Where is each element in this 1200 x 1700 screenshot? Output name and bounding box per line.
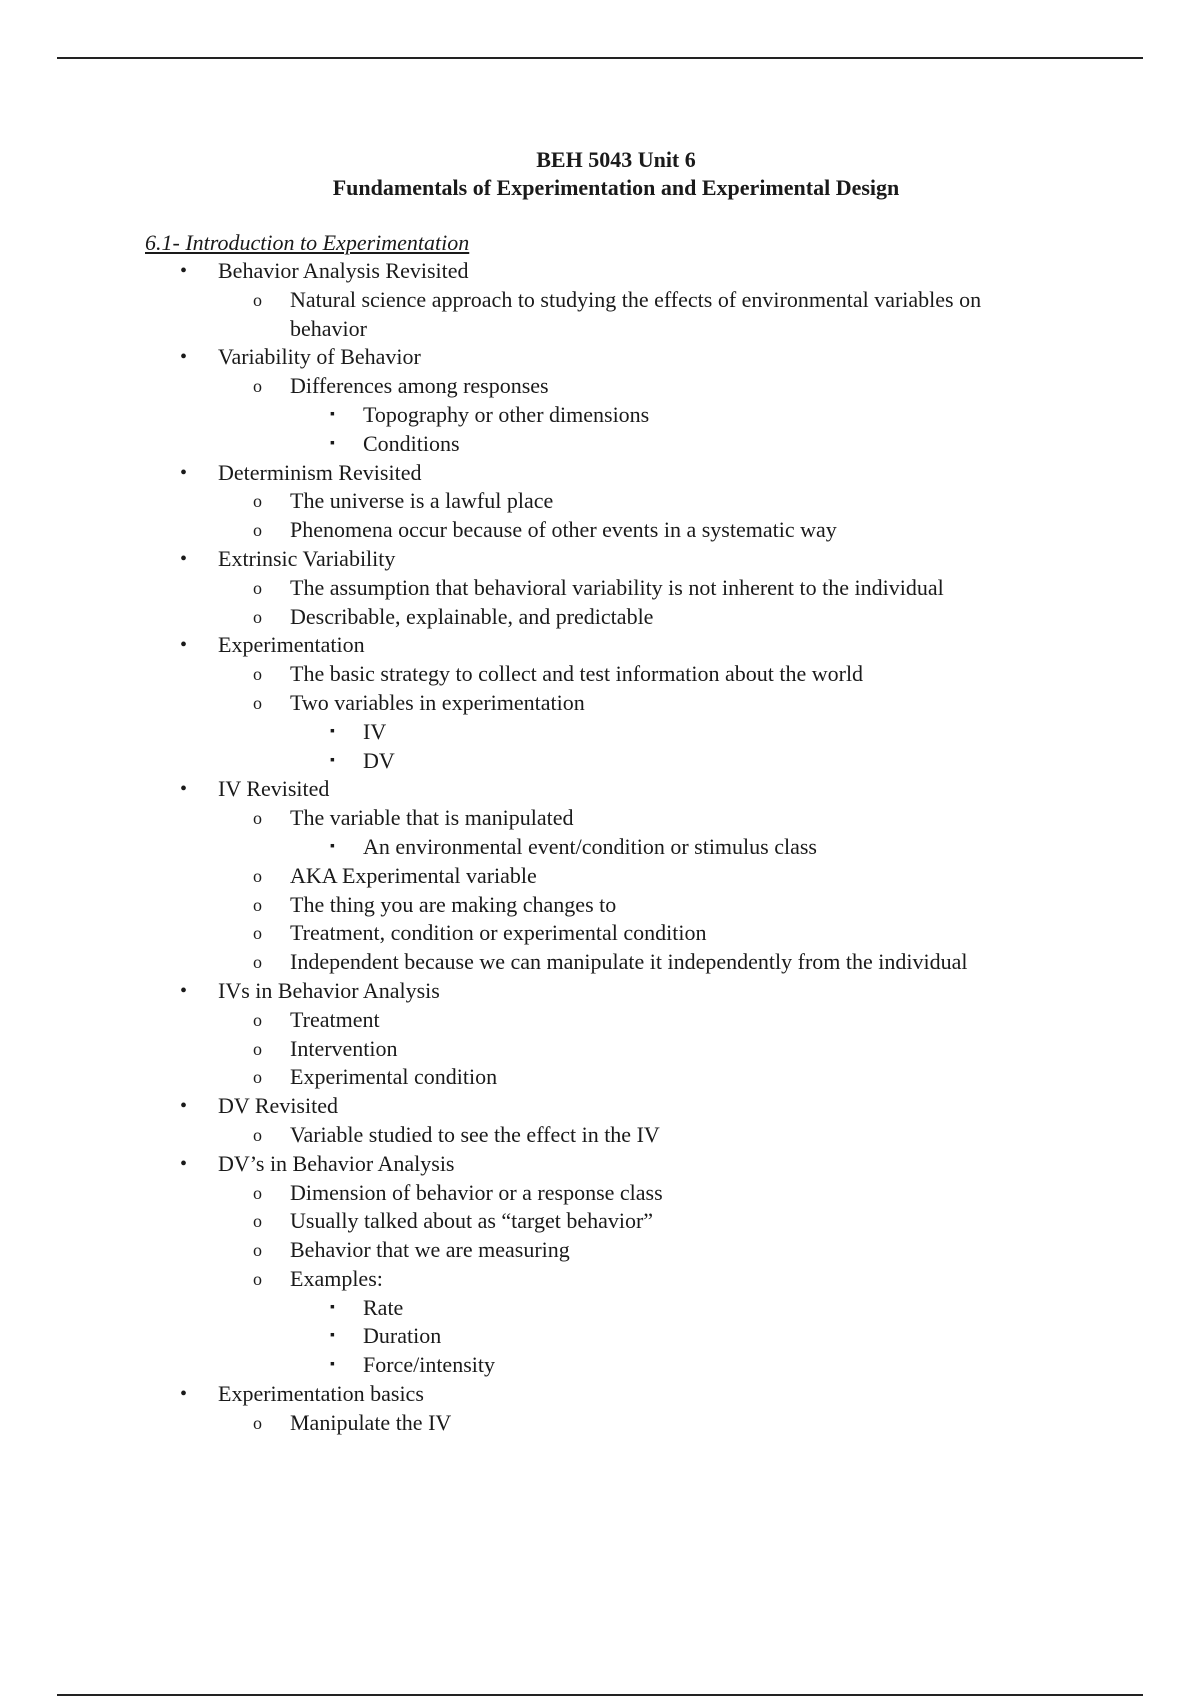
outline-subitem — [0, 1035, 1200, 1064]
outline-subitem — [0, 660, 1200, 689]
outline-item-label: Experimentation — [218, 632, 365, 658]
outline-subitem-text: Treatment, condition or experimental condition — [290, 920, 707, 946]
outline-item-label: DV’s in Behavior Analysis — [218, 1150, 455, 1176]
outline-subsubitem-text: An environmental event/condition or stimulus class — [363, 833, 817, 859]
outline-subitem — [0, 603, 1200, 632]
outline-subitem-text: Natural science approach to studying the effects of environmental variables on behavior — [290, 286, 982, 341]
outline-item — [0, 1150, 1200, 1179]
circle-bullet-icon: o — [253, 376, 262, 397]
outline-subitem — [0, 1409, 1200, 1438]
bullet-icon: • — [180, 346, 188, 369]
outline-subsubitem — [0, 401, 1200, 430]
outline-subitem — [0, 286, 1200, 344]
outline-subsubitem-text: Topography or other dimensions — [363, 401, 650, 427]
outline-subsubitem-text: Force/intensity — [363, 1352, 495, 1378]
bullet-icon: • — [180, 461, 188, 484]
outline-subitem — [0, 1236, 1200, 1265]
circle-bullet-icon: o — [253, 808, 262, 829]
circle-bullet-icon: o — [253, 923, 262, 944]
outline-subitem-text: The universe is a lawful place — [290, 488, 554, 514]
outline-subsubitem — [0, 1351, 1200, 1380]
outline-subitem — [0, 689, 1200, 718]
outline-subsubitem-text: Duration — [363, 1323, 442, 1349]
outline-item — [0, 1092, 1200, 1121]
outline-subsubitem-text: Conditions — [363, 430, 460, 456]
square-bullet-icon: ▪ — [330, 406, 335, 422]
circle-bullet-icon: o — [253, 520, 262, 541]
circle-bullet-icon: o — [253, 1182, 262, 1203]
outline-list — [0, 257, 1200, 1438]
outline-subitem — [0, 862, 1200, 891]
bullet-icon: • — [180, 547, 188, 570]
outline-subitem — [0, 919, 1200, 948]
bullet-icon: • — [180, 1383, 188, 1406]
outline-subsubitem — [0, 833, 1200, 862]
outline-subsubitem — [0, 430, 1200, 459]
outline-subitem-text: Describable, explainable, and predictable — [290, 603, 654, 629]
circle-bullet-icon: o — [253, 894, 262, 915]
outline-item — [0, 459, 1200, 488]
circle-bullet-icon: o — [253, 1067, 262, 1088]
outline-subsubitem-text: IV — [363, 718, 387, 744]
outline-subitem-text: AKA Experimental variable — [290, 862, 537, 888]
outline-item-label: Extrinsic Variability — [218, 545, 396, 571]
section-heading: 6.1- Introduction to Experimentation — [145, 230, 470, 255]
outline-subitem-text: Independent because we can manipulate it independently from the individual — [290, 949, 968, 975]
outline-subitem — [0, 804, 1200, 833]
outline-subitem-text: Behavior that we are measuring — [290, 1237, 570, 1263]
outline-subsubitem-text: Rate — [363, 1294, 404, 1320]
circle-bullet-icon: o — [253, 1124, 262, 1145]
bullet-icon: • — [180, 1152, 188, 1175]
outline-subitem — [0, 1063, 1200, 1092]
outline-subitem — [0, 1265, 1200, 1294]
square-bullet-icon: ▪ — [330, 1357, 335, 1373]
bullet-icon: • — [180, 634, 188, 657]
square-bullet-icon: ▪ — [330, 723, 335, 739]
outline-subitem-text: Differences among responses — [290, 373, 549, 399]
outline-item-label: IV Revisited — [218, 776, 330, 802]
circle-bullet-icon: o — [253, 491, 262, 512]
square-bullet-icon: ▪ — [330, 752, 335, 768]
outline-subitem — [0, 891, 1200, 920]
bullet-icon: • — [180, 260, 188, 282]
outline-subitem-text: The basic strategy to collect and test information about the world — [290, 661, 864, 687]
outline-subitem — [0, 1207, 1200, 1236]
outline-item — [0, 977, 1200, 1006]
outline-item-label: Experimentation basics — [218, 1381, 424, 1407]
outline-subsubitem — [0, 747, 1200, 776]
bottom-rule — [57, 1694, 1143, 1696]
circle-bullet-icon: o — [253, 1412, 262, 1433]
outline-subitem-text: Phenomena occur because of other events in a systematic way — [290, 517, 837, 543]
outline-item — [0, 631, 1200, 660]
outline-subitem — [0, 1179, 1200, 1208]
outline-item — [0, 343, 1200, 372]
circle-bullet-icon: o — [253, 865, 262, 886]
outline-subitem — [0, 516, 1200, 545]
outline-item-label: Determinism Revisited — [218, 459, 422, 485]
circle-bullet-icon: o — [253, 1009, 262, 1030]
outline-subitem-text: Experimental condition — [290, 1064, 498, 1090]
course-title: BEH 5043 Unit 6 — [536, 147, 696, 172]
outline-item-label: Variability of Behavior — [218, 344, 421, 370]
outline-subitem — [0, 948, 1200, 977]
circle-bullet-icon: o — [253, 952, 262, 973]
square-bullet-icon: ▪ — [330, 1299, 335, 1315]
circle-bullet-icon: o — [253, 1268, 262, 1289]
outline-subitem-text: Manipulate the IV — [290, 1409, 452, 1435]
outline-subitem-text: Treatment — [290, 1006, 380, 1032]
outline-subitem-text: The thing you are making changes to — [290, 891, 617, 917]
outline-item-label: Behavior Analysis Revisited — [218, 258, 469, 283]
bullet-icon: • — [180, 1095, 188, 1118]
document-title: Fundamentals of Experimentation and Experimental Design — [332, 175, 900, 200]
bullet-icon: • — [180, 778, 188, 801]
circle-bullet-icon: o — [253, 1211, 262, 1232]
outline-subitem-text: Intervention — [290, 1035, 398, 1061]
outline-subsubitem — [0, 718, 1200, 747]
bullet-icon: • — [180, 979, 188, 1002]
square-bullet-icon: ▪ — [330, 838, 335, 854]
outline-subitem — [0, 574, 1200, 603]
outline-item — [0, 545, 1200, 574]
square-bullet-icon: ▪ — [330, 1328, 335, 1344]
outline-subsubitem — [0, 1322, 1200, 1351]
outline-item — [0, 775, 1200, 804]
outline-item — [0, 257, 1200, 286]
outline-subitem-text: The variable that is manipulated — [290, 805, 574, 831]
circle-bullet-icon: o — [253, 606, 262, 627]
outline-item — [0, 1380, 1200, 1409]
outline-subitem-text: Variable studied to see the effect in the IV — [290, 1121, 660, 1147]
outline-subsubitem-text: DV — [363, 747, 395, 773]
outline-subitem — [0, 1006, 1200, 1035]
outline-subitem-text: The assumption that behavioral variability is not inherent to the individual — [290, 574, 944, 600]
outline-subitem-text: Two variables in experimentation — [290, 689, 585, 715]
outline-subitem — [0, 487, 1200, 516]
circle-bullet-icon: o — [253, 577, 262, 598]
outline-subitem-text: Usually talked about as “target behavior” — [290, 1208, 654, 1234]
outline-subitem — [0, 372, 1200, 401]
outline-subsubitem — [0, 1294, 1200, 1323]
outline-subitem-text: Dimension of behavior or a response class — [290, 1179, 663, 1205]
top-rule — [57, 57, 1143, 59]
circle-bullet-icon: o — [253, 692, 262, 713]
circle-bullet-icon: o — [253, 664, 262, 685]
square-bullet-icon: ▪ — [330, 435, 335, 451]
circle-bullet-icon: o — [253, 289, 262, 310]
outline-subitem — [0, 1121, 1200, 1150]
circle-bullet-icon: o — [253, 1240, 262, 1261]
circle-bullet-icon: o — [253, 1038, 262, 1059]
outline-subitem-text: Examples: — [290, 1265, 383, 1291]
outline-item-label: IVs in Behavior Analysis — [218, 977, 440, 1003]
outline-item-label: DV Revisited — [218, 1093, 338, 1119]
